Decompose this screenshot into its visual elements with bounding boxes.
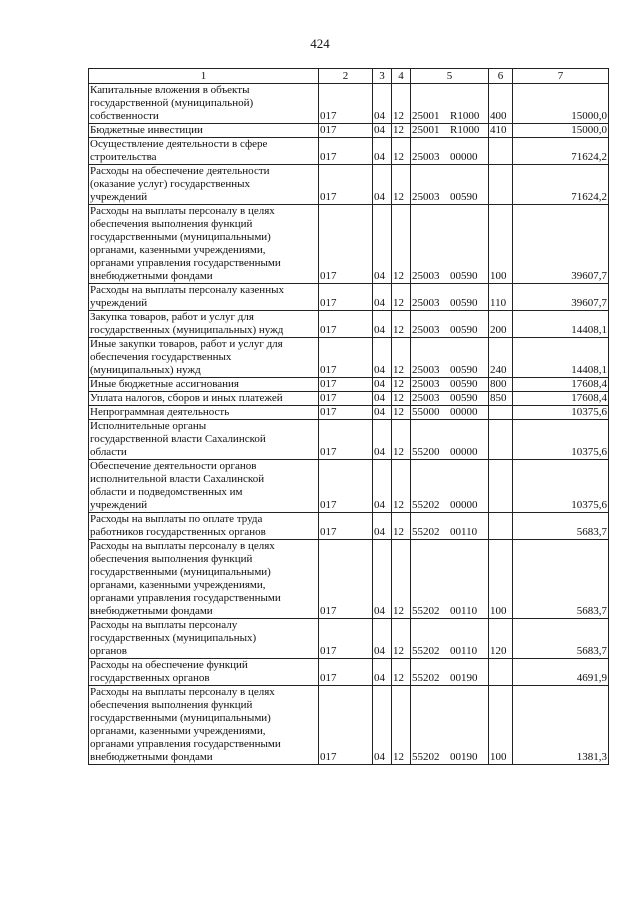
- expense-type-code: [489, 420, 513, 460]
- expense-item-name-line: Расходы на обеспечение функций: [90, 659, 248, 671]
- target-article-code: [411, 420, 489, 460]
- expense-item-name-line: Обеспечение деятельности органов: [90, 460, 257, 472]
- table-row: [89, 124, 609, 138]
- section-code: 04: [373, 406, 392, 420]
- ministry-code: 017: [319, 406, 373, 420]
- expense-item-name-line: государственными (муниципальными): [90, 231, 271, 243]
- expense-item-name-line: Расходы на выплаты персоналу в целях: [90, 686, 275, 698]
- target-article-code: [411, 392, 489, 406]
- expense-item-name-line: Уплата налогов, сборов и иных платежей: [90, 392, 283, 404]
- section-code: 04: [373, 392, 392, 406]
- table-row: [89, 619, 609, 659]
- budget-table: [88, 68, 609, 765]
- expense-type-code: 800: [489, 378, 513, 392]
- expense-item-name: [89, 138, 319, 165]
- target-article-code-part2: 00590: [450, 392, 478, 404]
- target-article-code-part1: 55202: [412, 751, 440, 763]
- column-header-6: 6: [489, 69, 513, 84]
- expense-type-code: [489, 659, 513, 686]
- table-row: [89, 205, 609, 284]
- expense-item-name-line: Закупка товаров, работ и услуг для: [90, 311, 254, 323]
- ministry-code: 017: [319, 686, 373, 765]
- expense-item-name-line: внебюджетными фондами: [90, 270, 213, 282]
- section-code: 04: [373, 513, 392, 540]
- subsection-code: 12: [392, 284, 411, 311]
- target-article-code-part1: 25003: [412, 378, 440, 390]
- expense-type-code: 100: [489, 205, 513, 284]
- expense-item-name-line: государственных органов: [90, 672, 210, 684]
- subsection-code: 12: [392, 659, 411, 686]
- expense-item-name: [89, 392, 319, 406]
- amount-value: 10375,6: [513, 420, 609, 460]
- target-article-code: [411, 205, 489, 284]
- column-header-5: 5: [411, 69, 489, 84]
- expense-type-code: [489, 406, 513, 420]
- amount-value: 15000,0: [513, 124, 609, 138]
- amount-value: 39607,7: [513, 205, 609, 284]
- target-article-code: [411, 124, 489, 138]
- table-row: [89, 686, 609, 765]
- expense-type-code: 400: [489, 84, 513, 124]
- expense-type-code: 200: [489, 311, 513, 338]
- subsection-code: 12: [392, 378, 411, 392]
- table-row: [89, 378, 609, 392]
- section-code: 04: [373, 124, 392, 138]
- target-article-code-part2: 00590: [450, 191, 478, 203]
- expense-item-name-line: государственных (муниципальных): [90, 632, 257, 644]
- expense-item-name-line: области и подведомственных им: [90, 486, 243, 498]
- target-article-code: [411, 513, 489, 540]
- expense-item-name-line: органов: [90, 645, 127, 657]
- amount-value: 15000,0: [513, 84, 609, 124]
- table-row: [89, 284, 609, 311]
- subsection-code: 12: [392, 513, 411, 540]
- expense-item-name: [89, 540, 319, 619]
- target-article-code: [411, 284, 489, 311]
- target-article-code-part1: 25003: [412, 392, 440, 404]
- expense-item-name-line: обеспечения выполнения функций: [90, 699, 253, 711]
- expense-item-name-line: обеспечения выполнения функций: [90, 553, 253, 565]
- target-article-code-part2: R1000: [450, 124, 480, 136]
- column-header-2: 2: [319, 69, 373, 84]
- page-number: 424: [310, 36, 330, 51]
- amount-value: 10375,6: [513, 460, 609, 513]
- expense-item-name: [89, 284, 319, 311]
- expense-type-code: 240: [489, 338, 513, 378]
- expense-type-code: 110: [489, 284, 513, 311]
- table-row: [89, 392, 609, 406]
- table-row: [89, 138, 609, 165]
- expense-item-name-line: Капитальные вложения в объекты: [90, 84, 250, 96]
- expense-item-name: [89, 84, 319, 124]
- table-row: [89, 311, 609, 338]
- subsection-code: 12: [392, 84, 411, 124]
- expense-item-name-line: государственной власти Сахалинской: [90, 433, 266, 445]
- expense-item-name-line: (муниципальных) нужд: [90, 364, 201, 376]
- ministry-code: 017: [319, 540, 373, 619]
- expense-item-name-line: Расходы на выплаты персоналу в целях: [90, 205, 275, 217]
- amount-value: 71624,2: [513, 165, 609, 205]
- expense-item-name-line: органами управления государственными: [90, 592, 281, 604]
- expense-item-name-line: обеспечения государственных: [90, 351, 232, 363]
- expense-item-name-line: внебюджетными фондами: [90, 751, 213, 763]
- expense-item-name-line: Осуществление деятельности в сфере: [90, 138, 268, 150]
- ministry-code: 017: [319, 165, 373, 205]
- subsection-code: 12: [392, 124, 411, 138]
- table-row: [89, 460, 609, 513]
- ministry-code: 017: [319, 619, 373, 659]
- column-header-1: 1: [89, 69, 319, 84]
- section-code: 04: [373, 460, 392, 513]
- target-article-code: [411, 406, 489, 420]
- expense-type-code: 100: [489, 686, 513, 765]
- ministry-code: 017: [319, 205, 373, 284]
- target-article-code: [411, 540, 489, 619]
- expense-item-name-line: органами, казенными учреждениями,: [90, 244, 266, 256]
- expense-item-name: [89, 338, 319, 378]
- subsection-code: 12: [392, 311, 411, 338]
- target-article-code: [411, 311, 489, 338]
- ministry-code: 017: [319, 284, 373, 311]
- subsection-code: 12: [392, 138, 411, 165]
- target-article-code-part2: 00000: [450, 446, 478, 458]
- ministry-code: 017: [319, 392, 373, 406]
- target-article-code: [411, 686, 489, 765]
- expense-item-name-line: государственной (муниципальной): [90, 97, 254, 109]
- table-row: [89, 406, 609, 420]
- target-article-code-part1: 55000: [412, 406, 440, 418]
- target-article-code-part2: 00110: [450, 605, 478, 617]
- expense-type-code: 850: [489, 392, 513, 406]
- expense-item-name-line: органами управления государственными: [90, 738, 281, 750]
- table-header-row: [89, 69, 609, 84]
- target-article-code-part1: 55202: [412, 526, 440, 538]
- expense-item-name-line: Иные закупки товаров, работ и услуг для: [90, 338, 283, 350]
- column-header-4: 4: [392, 69, 411, 84]
- section-code: 04: [373, 284, 392, 311]
- amount-value: 5683,7: [513, 513, 609, 540]
- amount-value: 4691,9: [513, 659, 609, 686]
- expense-item-name-line: Расходы на выплаты по оплате труда: [90, 513, 263, 525]
- target-article-code-part2: 00590: [450, 378, 478, 390]
- expense-type-code: 120: [489, 619, 513, 659]
- expense-item-name-line: Расходы на выплаты персоналу казенных: [90, 284, 284, 296]
- target-article-code-part1: 25001: [412, 124, 440, 136]
- subsection-code: 12: [392, 406, 411, 420]
- section-code: 04: [373, 311, 392, 338]
- table-row: [89, 84, 609, 124]
- expense-item-name-line: учреждений: [90, 297, 148, 309]
- expense-item-name-line: Исполнительные органы: [90, 420, 207, 432]
- section-code: 04: [373, 540, 392, 619]
- subsection-code: 12: [392, 619, 411, 659]
- expense-item-name: [89, 619, 319, 659]
- expense-type-code: [489, 165, 513, 205]
- expense-item-name-line: работников государственных органов: [90, 526, 266, 538]
- target-article-code-part1: 55202: [412, 499, 440, 511]
- expense-item-name-line: исполнительной власти Сахалинской: [90, 473, 265, 485]
- column-header-3: 3: [373, 69, 392, 84]
- amount-value: 14408,1: [513, 338, 609, 378]
- expense-item-name-line: Иные бюджетные ассигнования: [90, 378, 239, 390]
- expense-type-code: 410: [489, 124, 513, 138]
- ministry-code: 017: [319, 124, 373, 138]
- expense-item-name: [89, 165, 319, 205]
- target-article-code-part1: 25003: [412, 270, 440, 282]
- target-article-code-part2: R1000: [450, 110, 480, 122]
- subsection-code: 12: [392, 540, 411, 619]
- target-article-code-part1: 25003: [412, 151, 440, 163]
- expense-item-name-line: учреждений: [90, 191, 148, 203]
- subsection-code: 12: [392, 460, 411, 513]
- ministry-code: 017: [319, 659, 373, 686]
- expense-item-name: [89, 205, 319, 284]
- amount-value: 39607,7: [513, 284, 609, 311]
- expense-item-name-line: органами, казенными учреждениями,: [90, 579, 266, 591]
- expense-item-name-line: учреждений: [90, 499, 148, 511]
- expense-item-name-line: (оказание услуг) государственных: [90, 178, 251, 190]
- target-article-code-part2: 00590: [450, 324, 478, 336]
- target-article-code: [411, 659, 489, 686]
- table-row: [89, 540, 609, 619]
- expense-item-name-line: обеспечения выполнения функций: [90, 218, 253, 230]
- expense-item-name: [89, 686, 319, 765]
- section-code: 04: [373, 378, 392, 392]
- target-article-code-part2: 00110: [450, 645, 478, 657]
- ministry-code: 017: [319, 138, 373, 165]
- target-article-code-part2: 00590: [450, 270, 478, 282]
- table-row: [89, 420, 609, 460]
- amount-value: 5683,7: [513, 619, 609, 659]
- amount-value: 17608,4: [513, 392, 609, 406]
- ministry-code: 017: [319, 311, 373, 338]
- expense-item-name-line: государственных (муниципальных) нужд: [90, 324, 284, 336]
- target-article-code: [411, 165, 489, 205]
- expense-type-code: 100: [489, 540, 513, 619]
- expense-type-code: [489, 460, 513, 513]
- target-article-code-part2: 00190: [450, 751, 478, 763]
- expense-item-name-line: Расходы на выплаты персоналу в целях: [90, 540, 275, 552]
- ministry-code: 017: [319, 338, 373, 378]
- amount-value: 71624,2: [513, 138, 609, 165]
- section-code: 04: [373, 84, 392, 124]
- ministry-code: 017: [319, 460, 373, 513]
- target-article-code-part2: 00590: [450, 297, 478, 309]
- subsection-code: 12: [392, 205, 411, 284]
- table-body: [89, 84, 609, 765]
- ministry-code: 017: [319, 378, 373, 392]
- target-article-code-part1: 25003: [412, 191, 440, 203]
- section-code: 04: [373, 659, 392, 686]
- subsection-code: 12: [392, 165, 411, 205]
- target-article-code-part1: 25003: [412, 324, 440, 336]
- ministry-code: 017: [319, 84, 373, 124]
- table-row: [89, 513, 609, 540]
- expense-item-name: [89, 406, 319, 420]
- target-article-code-part1: 55200: [412, 446, 440, 458]
- target-article-code-part1: 25003: [412, 297, 440, 309]
- table-row: [89, 659, 609, 686]
- target-article-code-part1: 55202: [412, 645, 440, 657]
- amount-value: 14408,1: [513, 311, 609, 338]
- ministry-code: 017: [319, 513, 373, 540]
- expense-item-name-line: Расходы на обеспечение деятельности: [90, 165, 270, 177]
- amount-value: 10375,6: [513, 406, 609, 420]
- expense-item-name-line: собственности: [90, 110, 159, 122]
- target-article-code-part1: 25003: [412, 364, 440, 376]
- expense-item-name-line: органами, казенными учреждениями,: [90, 725, 266, 737]
- target-article-code: [411, 338, 489, 378]
- section-code: 04: [373, 420, 392, 460]
- target-article-code-part1: 55202: [412, 672, 440, 684]
- target-article-code-part2: 00590: [450, 364, 478, 376]
- subsection-code: 12: [392, 420, 411, 460]
- subsection-code: 12: [392, 686, 411, 765]
- expense-item-name-line: Расходы на выплаты персоналу: [90, 619, 238, 631]
- amount-value: 1381,3: [513, 686, 609, 765]
- amount-value: 5683,7: [513, 540, 609, 619]
- section-code: 04: [373, 619, 392, 659]
- amount-value: 17608,4: [513, 378, 609, 392]
- target-article-code-part2: 00000: [450, 151, 478, 163]
- table-row: [89, 338, 609, 378]
- target-article-code-part1: 55202: [412, 605, 440, 617]
- expense-item-name: [89, 378, 319, 392]
- target-article-code: [411, 619, 489, 659]
- expense-item-name-line: органами управления государственными: [90, 257, 281, 269]
- target-article-code: [411, 378, 489, 392]
- target-article-code-part2: 00110: [450, 526, 478, 538]
- expense-item-name-line: внебюджетными фондами: [90, 605, 213, 617]
- expense-item-name-line: Бюджетные инвестиции: [90, 124, 203, 136]
- expense-item-name-line: строительства: [90, 151, 157, 163]
- expense-item-name: [89, 513, 319, 540]
- expense-item-name: [89, 124, 319, 138]
- expense-item-name: [89, 311, 319, 338]
- table-row: [89, 165, 609, 205]
- expense-item-name-line: Непрограммная деятельность: [90, 406, 230, 418]
- expense-item-name: [89, 460, 319, 513]
- expense-item-name-line: государственными (муниципальными): [90, 566, 271, 578]
- column-header-7: 7: [513, 69, 609, 84]
- subsection-code: 12: [392, 392, 411, 406]
- target-article-code-part2: 00000: [450, 499, 478, 511]
- target-article-code-part2: 00190: [450, 672, 478, 684]
- expense-item-name-line: государственными (муниципальными): [90, 712, 271, 724]
- expense-item-name: [89, 420, 319, 460]
- target-article-code: [411, 460, 489, 513]
- section-code: 04: [373, 686, 392, 765]
- section-code: 04: [373, 338, 392, 378]
- section-code: 04: [373, 205, 392, 284]
- expense-type-code: [489, 513, 513, 540]
- target-article-code-part2: 00000: [450, 406, 478, 418]
- target-article-code: [411, 138, 489, 165]
- expense-item-name-line: области: [90, 446, 127, 458]
- ministry-code: 017: [319, 420, 373, 460]
- expense-item-name: [89, 659, 319, 686]
- subsection-code: 12: [392, 338, 411, 378]
- target-article-code-part1: 25001: [412, 110, 440, 122]
- section-code: 04: [373, 165, 392, 205]
- expense-type-code: [489, 138, 513, 165]
- section-code: 04: [373, 138, 392, 165]
- target-article-code: [411, 84, 489, 124]
